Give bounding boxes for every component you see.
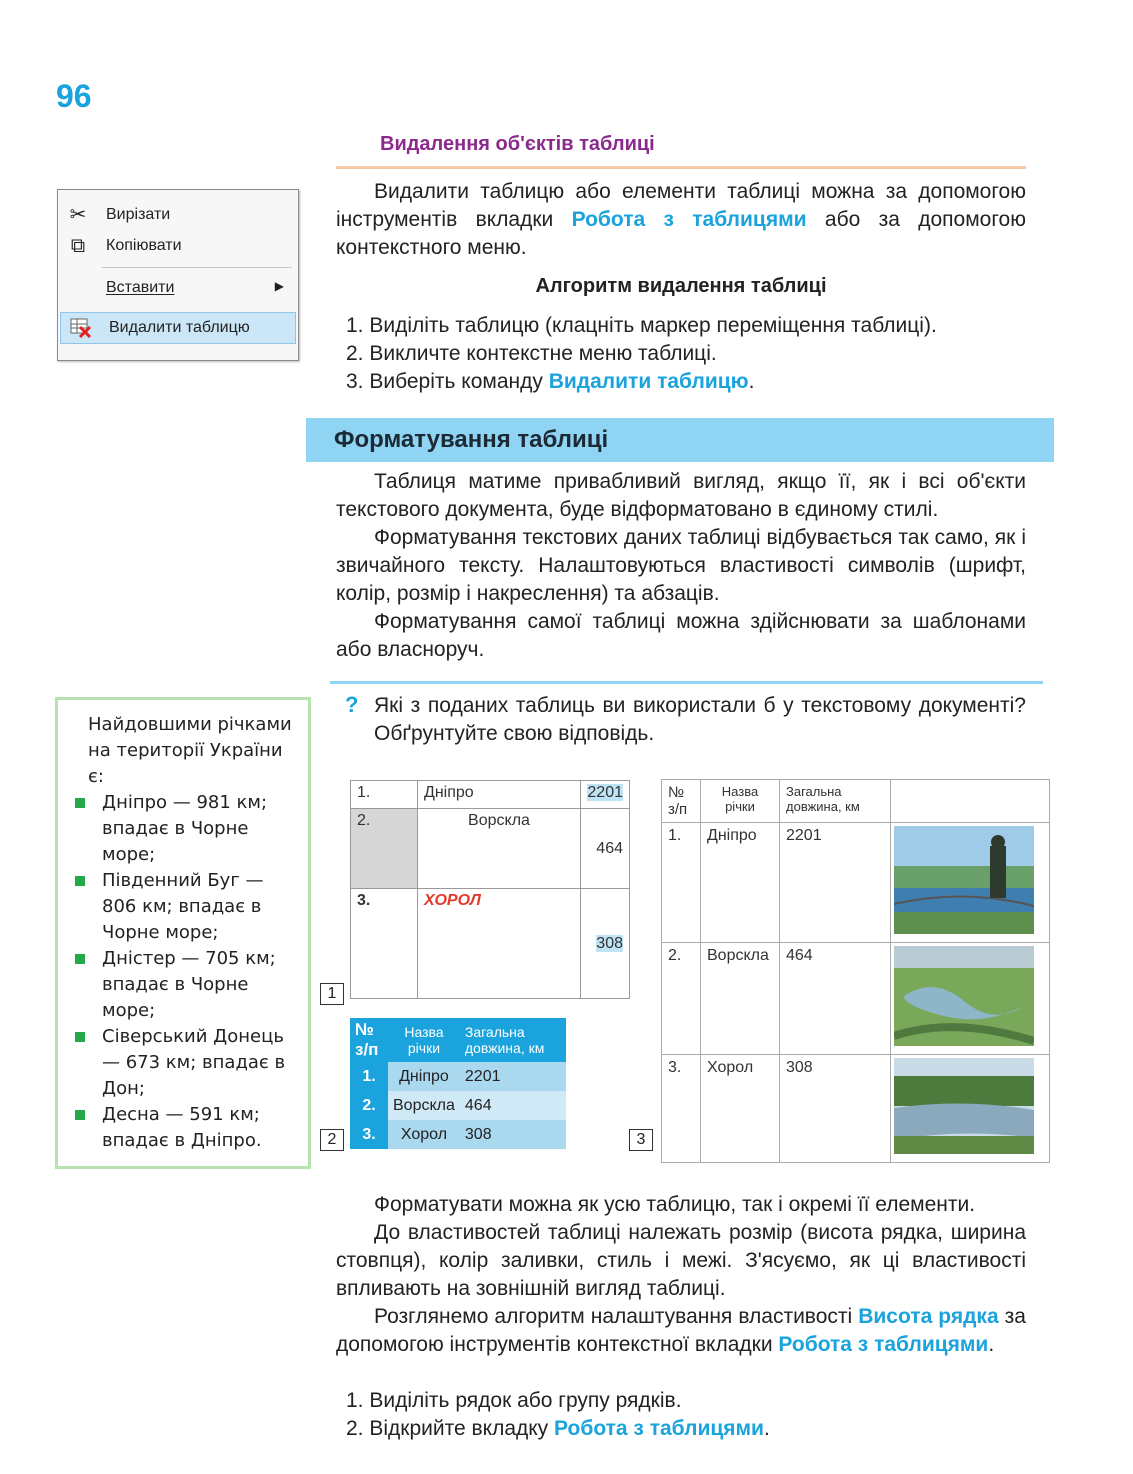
algorithm-step-2: 2. Викличте контекстне меню таблиці. <box>346 342 717 365</box>
menu-item-cut[interactable]: ✂ Вирізати <box>58 200 298 230</box>
list-item: Південний Буг — 806 км; впадає в Чорне море; <box>88 868 303 946</box>
table-cell: Хорол <box>400 1125 448 1143</box>
table-cell: 2201 <box>780 823 891 943</box>
format-paragraphs <box>336 468 1026 664</box>
table-cell: Ворскла <box>701 943 780 1055</box>
table-cell: ХОРОЛ <box>418 889 581 999</box>
format-paragraph-2: Форматування текстових даних таблиці відбувається так само, як і звичайного тексту. Налаштовуються властивості символів (шрифт, колір, розмір і накреслення) та абзаців. <box>336 526 1026 605</box>
table-3 <box>661 779 1050 1163</box>
table-cell: 1. <box>350 1062 388 1091</box>
river-list <box>88 790 303 1154</box>
bottom-paragraph-1: Форматувати можна як усю таблицю, так і окремі її елементи. <box>374 1193 976 1216</box>
table-header: Назва річки <box>701 780 780 823</box>
context-menu <box>57 189 299 361</box>
table-cell: 3. <box>662 1055 701 1163</box>
page-number: 96 <box>56 78 92 114</box>
section-header <box>306 418 1054 462</box>
table-cell: 3. <box>351 889 418 999</box>
table-cell: Ворскла <box>418 809 581 889</box>
question-icon: ? <box>345 692 359 717</box>
divider-orange <box>336 166 1026 169</box>
table-header: № з/п <box>662 780 701 823</box>
algorithm-step-1: 1. Виділіть таблицю (клацніть маркер переміщення таблиці). <box>346 314 937 337</box>
photo-khorol <box>894 1058 1034 1154</box>
table-cell: 464 <box>464 1096 492 1114</box>
side-note-intro: Найдовшими річками на території України є: <box>88 714 292 787</box>
bottom-paragraph-3: Розглянемо алгоритм налаштування властивості Висота рядка за допомогою інструментів контекстної вкладки Робота з таблицями. <box>336 1305 1026 1356</box>
table-cell: Хорол <box>701 1055 780 1163</box>
algorithm-step-3: 3. Виберіть команду Видалити таблицю. <box>346 370 755 393</box>
delete-table-icon <box>69 316 93 340</box>
format-paragraph-3: Форматування самої таблиці можна здійснювати за шаблонами або власноруч. <box>336 610 1026 661</box>
list-item: Десна — 591 км; впадає в Дніпро. <box>88 1102 303 1154</box>
table-cell: 2201 <box>464 1067 501 1085</box>
table-cell: 308 <box>581 889 630 999</box>
table-cell: Ворскла <box>393 1096 455 1114</box>
table-header: Загальна довжина, км <box>780 780 891 823</box>
table-cell: 2201 <box>581 781 630 809</box>
table-label-3: 3 <box>629 1129 653 1151</box>
side-note-box <box>55 697 311 1169</box>
menu-separator <box>102 267 292 268</box>
table-header: Назва річки <box>404 1024 444 1056</box>
table-1 <box>350 780 630 1002</box>
submenu-arrow-icon: ▶ <box>274 279 284 293</box>
table-cell: 1. <box>351 781 418 809</box>
table-header: Загальна довжина, км <box>464 1024 545 1056</box>
scissors-icon: ✂ <box>69 204 87 226</box>
table-cell: 2. <box>350 1091 388 1120</box>
bottom-step-1: 1. Виділіть рядок або групу рядків. <box>346 1389 682 1412</box>
table-cell: Дніпро <box>418 781 581 809</box>
list-item: Дніпро — 981 км; впадає в Чорне море; <box>88 790 303 868</box>
table-cell: 308 <box>780 1055 891 1163</box>
copy-icon: ⧉ <box>70 235 86 257</box>
table-cell: 464 <box>780 943 891 1055</box>
bottom-steps <box>336 1387 1026 1443</box>
bottom-paragraph-2: До властивостей таблиці належать розмір (висота рядка, ширина стовпця), колір заливки, стиль і межі. З'ясуємо, як ці властивості впливають на зовнішній вигляд таблиці. <box>336 1221 1026 1300</box>
subheading: Видалення об'єктів таблиці <box>380 133 655 155</box>
table-cell: 308 <box>464 1125 492 1143</box>
photo-dnipro <box>894 826 1034 934</box>
bottom-step-2: 2. Відкрийте вкладку Робота з таблицями. <box>346 1417 770 1440</box>
intro-paragraph: Видалити таблицю або елементи таблиці можна за допомогою інструментів вкладки Робота з таблицями або за допомогою контекстного меню. <box>336 180 1026 259</box>
table-label-1: 1 <box>320 983 344 1005</box>
table-header: № з/п <box>355 1020 379 1059</box>
table-cell: Дніпро <box>701 823 780 943</box>
tab-link-table-tools: Робота з таблицями <box>571 208 807 231</box>
format-paragraph-1: Таблиця матиме привабливий вигляд, якщо її, як і всі об'єкти текстового документа, буде відформатовано в єдиному стилі. <box>336 470 1026 521</box>
table-2 <box>350 1018 566 1149</box>
table-cell: 2. <box>662 943 701 1055</box>
table-cell: 2. <box>351 809 418 889</box>
table-label-2: 2 <box>320 1129 344 1151</box>
menu-item-delete-table[interactable]: Видалити таблицю <box>60 312 296 344</box>
algorithm-steps <box>336 312 1026 396</box>
section-title: Форматування таблиці <box>334 426 609 453</box>
divider-blue <box>330 681 1043 684</box>
bottom-paragraphs <box>336 1191 1026 1359</box>
table-cell: 464 <box>581 809 630 889</box>
table-cell: 3. <box>350 1120 388 1149</box>
menu-item-copy[interactable]: ⧉ Копіювати <box>58 231 298 261</box>
list-item: Сіверський Донець — 673 км; впадає в Дон; <box>88 1024 303 1102</box>
question-text: Які з поданих таблиць ви використали б у текстовому документі? Обґрунтуйте свою відповідь. <box>374 694 1026 745</box>
algorithm-title: Алгоритм видалення таблиці <box>535 275 827 297</box>
menu-item-paste[interactable]: Вставити ▶ <box>106 279 284 296</box>
table-cell: Дніпро <box>399 1067 449 1085</box>
list-item: Дністер — 705 км; впадає в Чорне море; <box>88 946 303 1024</box>
table-cell: 1. <box>662 823 701 943</box>
photo-vorskla <box>894 946 1034 1046</box>
